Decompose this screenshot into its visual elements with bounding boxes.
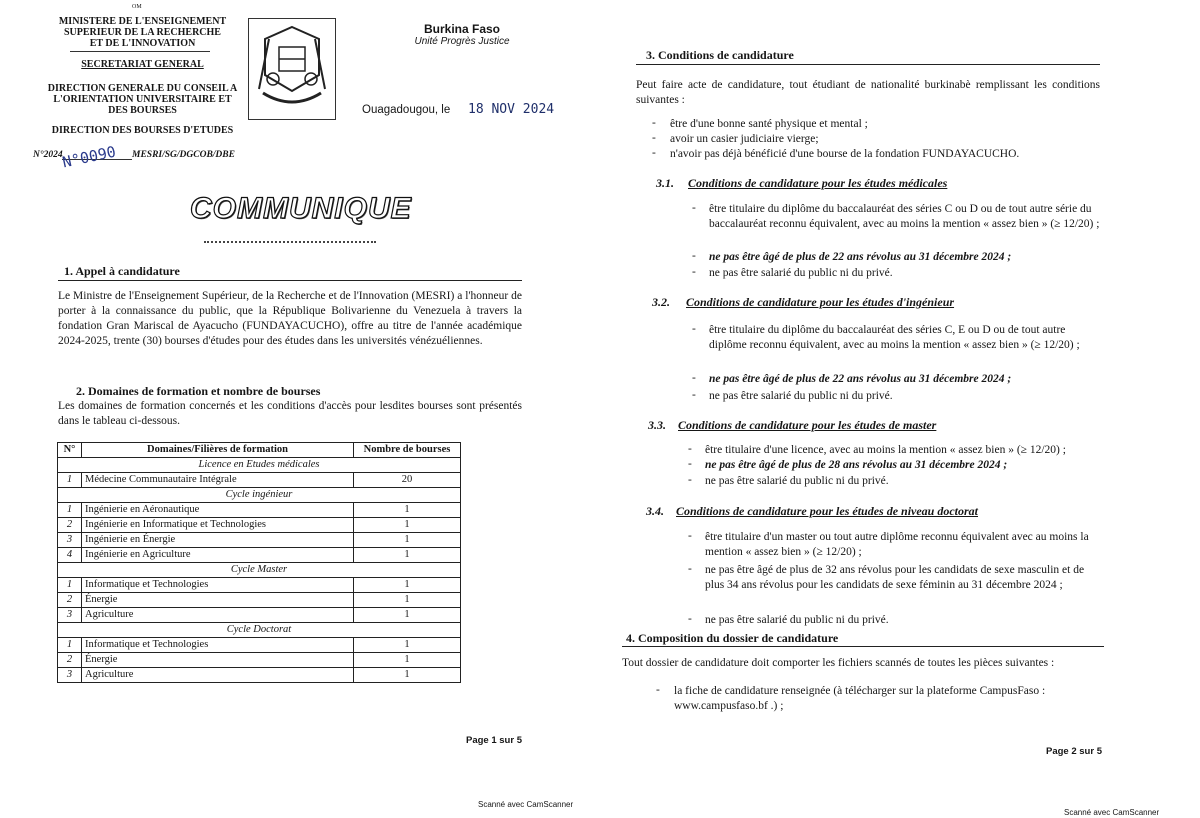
subsection-33-item-1: être titulaire d'une licence, avec au moins la mention « assez bien » (≥ 12/20) ; (705, 444, 1066, 456)
section-3-title: 3. Conditions de candidature (646, 48, 794, 62)
table-row: 4 Ingénierie en Agriculture 1 (58, 548, 461, 563)
bullet-dash: - (652, 132, 656, 144)
subsection-34-item-1: être titulaire d'un master ou tout autre diplôme reconnu équivalent avec au moins la mention « assez bien » (≥ 12/20) ; (705, 531, 1089, 558)
table-row: 1 Médecine Communautaire Intégrale 20 (58, 473, 461, 488)
subsection-31-number: 3.1. (656, 176, 674, 190)
page-number: Page 2 sur 5 (1046, 746, 1102, 757)
secretariat-label: SECRETARIAT GENERAL (81, 59, 204, 70)
table-row: 3 Ingénierie en Énergie 1 (58, 533, 461, 548)
subsection-31-item-2: ne pas être âgé de plus de 22 ans révolus au 31 décembre 2024 ; (709, 251, 1012, 263)
bullet-dash: - (688, 563, 692, 575)
direction-bourses-label: DIRECTION DES BOURSES D'ETUDES (51, 125, 234, 136)
subsection-33-title: Conditions de candidature pour les études de master (678, 418, 937, 432)
general-condition-3: n'avoir pas déjà bénéficié d'une bourse de la fondation FUNDAYACUCHO. (670, 148, 1020, 160)
bullet-dash: - (688, 458, 692, 470)
section-4-intro: Tout dossier de candidature doit comporter les fichiers scannés de toutes les pièces suivantes : (622, 657, 1055, 669)
table-header-cell: N° (58, 443, 82, 458)
general-condition-2: avoir un casier judiciaire vierge; (670, 133, 819, 145)
header-divider (70, 51, 210, 52)
table-row: 3 Agriculture 1 (58, 668, 461, 683)
table-row: 1 Ingénierie en Aéronautique 1 (58, 503, 461, 518)
subsection-32-item-2: ne pas être âgé de plus de 22 ans révolus au 31 décembre 2024 ; (709, 373, 1012, 385)
ministry-block: MINISTERE DE L'ENSEIGNEMENT SUPERIEUR DE LA RECHERCHE ET DE L'INNOVATION (58, 16, 227, 49)
country-name: Burkina Faso (423, 22, 501, 36)
bullet-dash: - (692, 250, 696, 262)
bullet-dash: - (652, 147, 656, 159)
section-2-title: 2. Domaines de formation et nombre de bourses (76, 384, 321, 398)
country-motto: Unité Progrès Justice (414, 36, 510, 47)
page-number: Page 1 sur 5 (466, 735, 522, 746)
bullet-dash: - (692, 372, 696, 384)
subsection-31-item-3: ne pas être salarié du public ni du privé. (709, 267, 893, 279)
header-small-mark: OM (132, 4, 142, 10)
table-group-row: Cycle Doctorat (58, 623, 461, 638)
direction-block: DIRECTION GENERALE DU CONSEIL A L'ORIENTATION UNIVERSITAIRE ET DES BOURSES (47, 83, 238, 116)
bullet-dash: - (688, 474, 692, 486)
subsection-32-title: Conditions de candidature pour les études d'ingénieur (686, 295, 955, 309)
coat-of-arms-emblem (248, 18, 336, 120)
bullet-dash: - (688, 530, 692, 542)
document-title: COMMUNIQUE (190, 192, 412, 225)
reference-prefix: N°2024 (33, 150, 63, 160)
scholarship-table (57, 442, 461, 683)
subsection-31-item-1: être titulaire du diplôme du baccalauréat des séries C ou D ou de tout autre série du baccalauréat reconnu équivalent, avec au moins la mention « assez bien » (≥ 12/20) ; (709, 203, 1100, 230)
table-row: 1 Informatique et Technologies 1 (58, 638, 461, 653)
section-3-intro: Peut faire acte de candidature, tout étudiant de nationalité burkinabè remplissant les conditions suivantes : (636, 79, 1100, 106)
bullet-dash: - (692, 389, 696, 401)
subsection-33-item-3: ne pas être salarié du public ni du privé. (705, 475, 889, 487)
table-row: 3 Agriculture 1 (58, 608, 461, 623)
bullet-dash: - (688, 613, 692, 625)
title-underline (204, 241, 376, 243)
section-4-title: 4. Composition du dossier de candidature (626, 631, 839, 645)
subsection-33-number: 3.3. (648, 418, 666, 432)
reference-suffix: MESRI/SG/DGCOB/DBE (132, 150, 235, 160)
section-3-rule (636, 64, 1100, 65)
subsection-34-number: 3.4. (646, 504, 664, 518)
subsection-31-title: Conditions de candidature pour les études médicales (688, 176, 948, 190)
table-group-row: Licence en Etudes médicales (58, 458, 461, 473)
bullet-dash: - (692, 323, 696, 335)
section-2-text: Les domaines de formation concernés et les conditions d'accès pour lesdites bourses sont présentés dans le tableau ci-dessous. (58, 400, 522, 427)
coat-of-arms-icon (249, 19, 335, 119)
scanner-footer: Scanné avec CamScanner (1064, 808, 1160, 817)
table-header-cell: Nombre de bourses (354, 443, 461, 458)
section-1-text: Le Ministre de l'Enseignement Supérieur, de la Recherche et de l'Innovation (MESRI) a l'honneur de porter à la connaissance du public, que la République Bolivarienne du Venezuela à travers la fondation Gran Mariscal de Ayacucho (FUNDAYACUCHO), offre au titre de l'année académique 2024-2025, trente (30) bourses d'études pour des études dans les universités vénézuéliennes. (58, 290, 522, 347)
general-condition-1: être d'une bonne santé physique et mental ; (670, 118, 868, 130)
bullet-dash: - (692, 266, 696, 278)
subsection-34-item-2: ne pas être âgé de plus de 32 ans révolus pour les candidats de sexe masculin et de plus 34 ans révolus pour les candidats de sexe féminin au 31 décembre 2024 ; (705, 564, 1085, 591)
subsection-32-item-1: être titulaire du diplôme du baccalauréat des séries C, E ou D ou de tout autre diplôme reconnu équivalent, avec au moins la mention « assez bien » (≥ 12/20) ; (709, 324, 1080, 351)
document-page-2 (600, 0, 1200, 818)
table-row: 2 Énergie 1 (58, 653, 461, 668)
scanner-footer: Scanné avec CamScanner (478, 800, 574, 809)
bullet-dash: - (688, 443, 692, 455)
subsection-34-item-3: ne pas être salarié du public ni du privé. (705, 614, 889, 626)
table-row: 2 Énergie 1 (58, 593, 461, 608)
table-row: 2 Ingénierie en Informatique et Technologies 1 (58, 518, 461, 533)
table-row: 1 Informatique et Technologies 1 (58, 578, 461, 593)
bullet-dash: - (652, 117, 656, 129)
table-header-row (58, 443, 461, 458)
bullet-dash: - (656, 684, 660, 696)
subsection-32-item-3: ne pas être salarié du public ni du privé. (709, 390, 893, 402)
table-header-cell: Domaines/Filières de formation (82, 443, 354, 458)
section-4-item-1: la fiche de candidature renseignée (à télécharger sur la plateforme CampusFaso : www.campusfaso.bf .) ; (674, 685, 1046, 712)
table-group-row: Cycle Master (58, 563, 461, 578)
bullet-dash: - (692, 202, 696, 214)
date-stamp: 18 NOV 2024 (468, 102, 555, 117)
subsection-34-title: Conditions de candidature pour les études de niveau doctorat (676, 504, 979, 518)
place-date-label: Ouagadougou, le (362, 104, 451, 116)
reference-number-stamp: N°0090 (60, 142, 118, 172)
subsection-32-number: 3.2. (652, 295, 670, 309)
subsection-33-item-2: ne pas être âgé de plus de 28 ans révolus au 31 décembre 2024 ; (705, 459, 1008, 471)
section-1-title: 1. Appel à candidature (64, 264, 180, 278)
section-4-rule (622, 646, 1104, 647)
section-1-rule (58, 280, 522, 281)
table-group-row: Cycle ingénieur (58, 488, 461, 503)
